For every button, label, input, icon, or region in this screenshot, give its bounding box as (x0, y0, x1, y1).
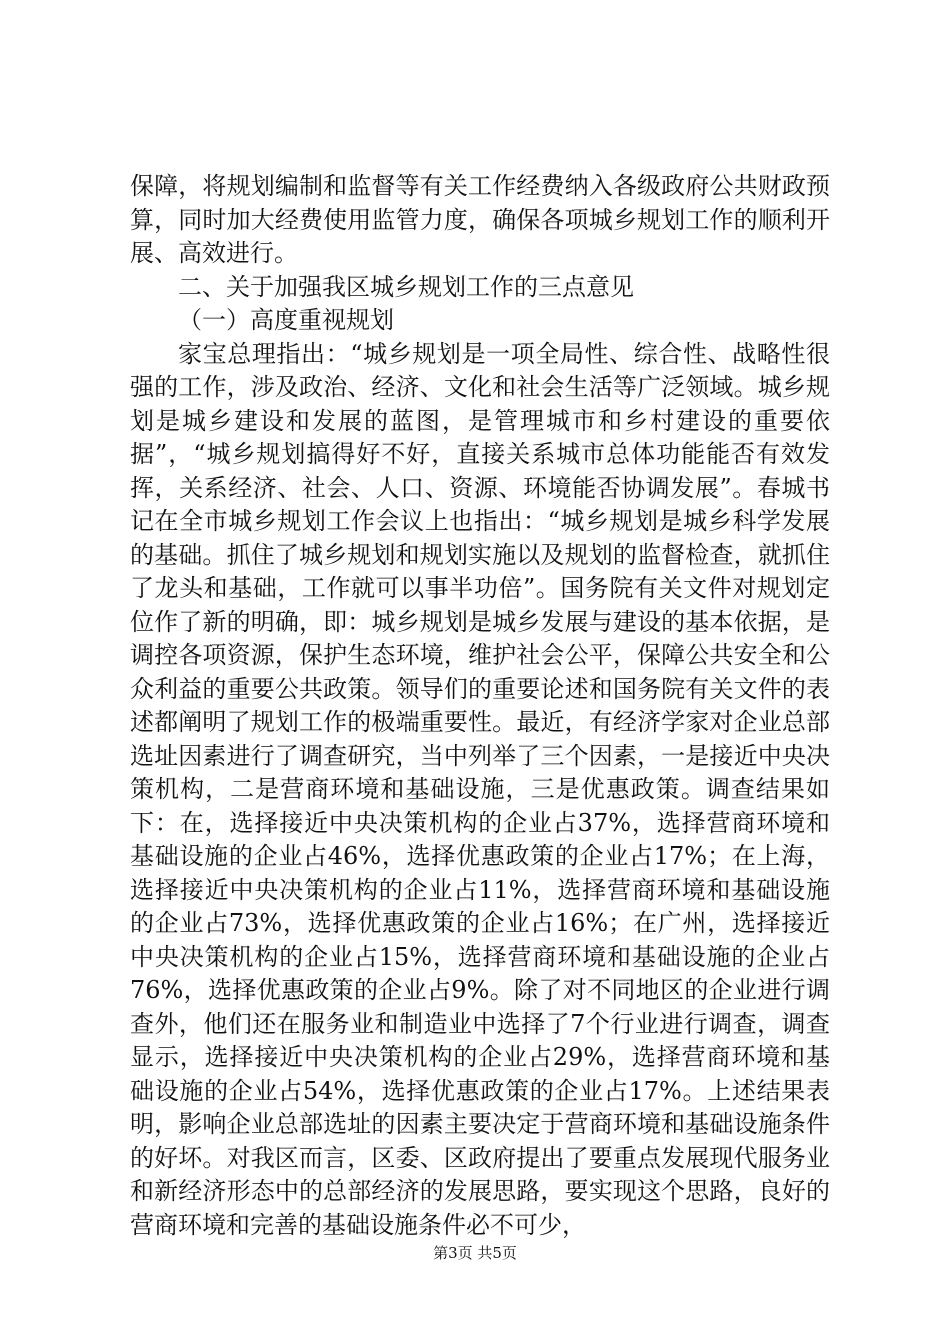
paragraph-continuation: 保障，将规划编制和监督等有关工作经费纳入各级政府公共财政预算，同时加大经费使用监管力度，确保各项城乡规划工作的顺利开展、高效进行。 (130, 172, 830, 267)
paragraph-main: 家宝总理指出：“城乡规划是一项全局性、综合性、战略性很强的工作，涉及政治、经济、文化和社会生活等广泛领域。城乡规划是城乡建设和发展的蓝图，是管理城市和乡村建设的重要依据”，“城乡规划搞得好不好，直接关系城市总体功能能否有效发挥，关系经济、社会、人口、资源、环境能否协调发展”。春城书记在全市城乡规划工作会议上也指出：“城乡规划是城乡科学发展的基础。抓住了城乡规划和规划实施以及规划的监督检查，就抓住了龙头和基础，工作就可以事半功倍”。国务院有关文件对规划定位作了新的明确，即：城乡规划是城乡发展与建设的基本依据，是调控各项资源，保护生态环境，维护社会公平，保障公共安全和公众利益的重要公共政策。领导们的重要论述和国务院有关文件的表述都阐明了规划工作的极端重要性。最近，有经济学家对企业总部选址因素进行了调查研究，当中列举了三个因素，一是接近中央决策机构，二是营商环境和基础设施，三是优惠政策。调查结果如下：在，选择接近中央决策机构的企业占37%，选择营商环境和基础设施的企业占46%，选择优惠政策的企业占17%；在上海，选择接近中央决策机构的企业占11%，选择营商环境和基础设施的企业占73%，选择优惠政策的企业占16%；在广州，选择接近中央决策机构的企业占15%，选择营商环境和基础设施的企业占76%，选择优惠政策的企业占9%。除了对不同地区的企业进行调查外，他们还在服务业和制造业中选择了7个行业进行调查，调查显示，选择接近中央决策机构的企业占29%，选择营商环境和基础设施的企业占54%，选择优惠政策的企业占17%。上述结果表明，影响企业总部选址的因素主要决定于营商环境和基础设施条件的好坏。对我区而言，区委、区政府提出了要重点发展现代服务业和新经济形态中的总部经济的发展思路，要实现这个思路，良好的营商环境和完善的基础设施条件必不可少， (130, 339, 830, 1239)
page-number-footer: 第3页 共5页 (433, 1244, 517, 1262)
section-heading: 二、关于加强我区城乡规划工作的三点意见 (178, 272, 634, 301)
document-body (130, 170, 830, 1242)
subsection-heading: （一）高度重视规划 (178, 306, 394, 334)
